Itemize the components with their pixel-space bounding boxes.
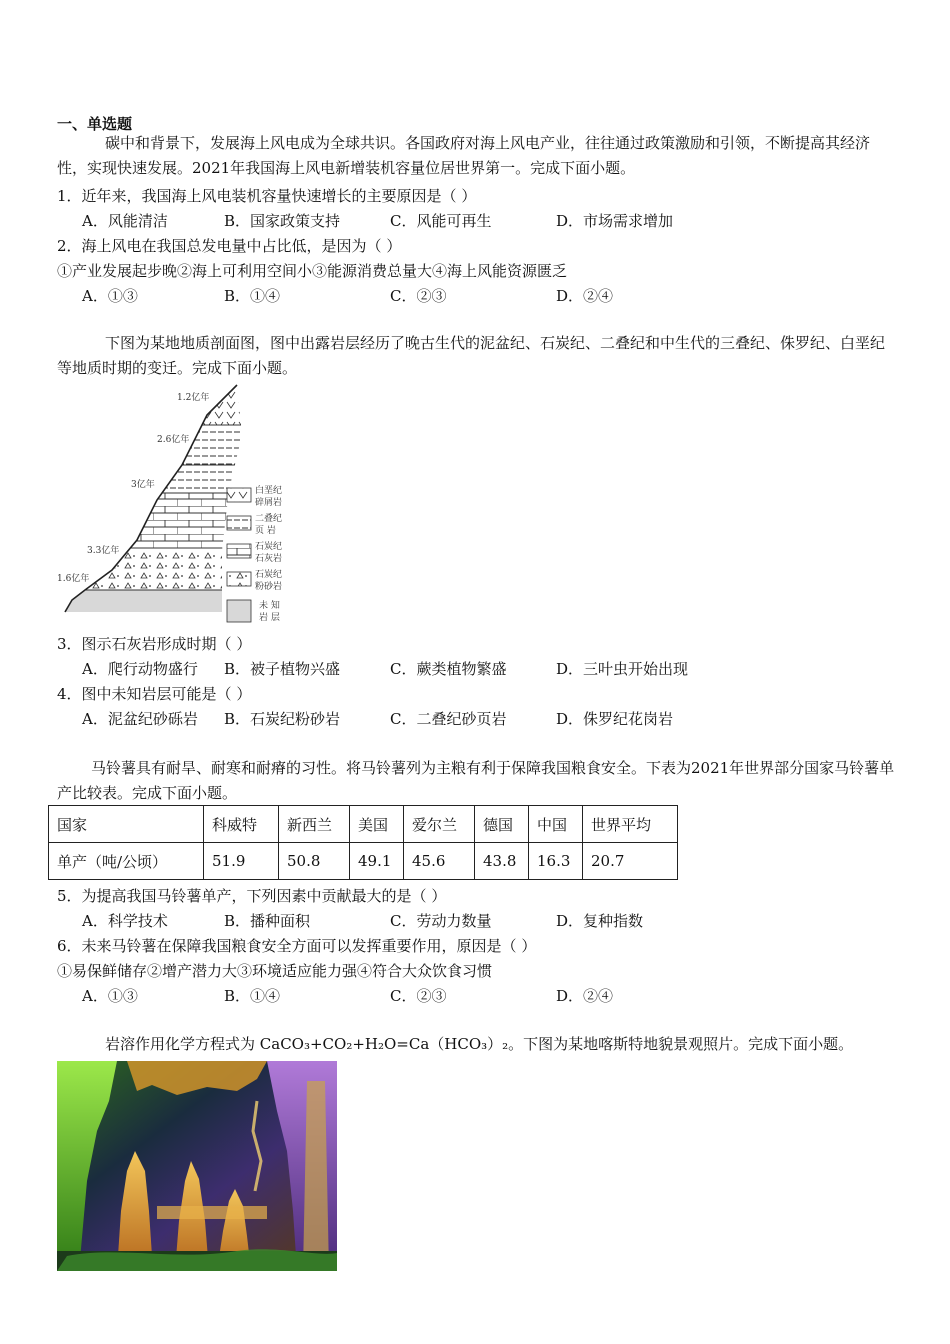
age-label-3: 3亿年 <box>131 480 155 490</box>
q3-option-a[interactable]: A．爬行动物盛行 <box>82 660 198 678</box>
group4-intro: 岩溶作用化学方程式为 CaCO₃+CO₂+H₂O=Ca（HCO₃）₂。下图为某地喀斯特地貌景观照片。完成下面小题。 <box>105 1035 854 1053</box>
table-row <box>49 843 678 880</box>
age-label-5: 1.6亿年 <box>57 574 90 584</box>
legend-5-line1: 未 知 <box>259 601 280 611</box>
q2-option-c[interactable]: C．②③ <box>390 287 447 305</box>
q6-stem: 6．未来马铃薯在保障我国粮食安全方面可以发挥重要作用，原因是（ ） <box>57 937 537 955</box>
table-header-cell: 德国 <box>475 806 529 843</box>
table-header-row <box>49 806 678 843</box>
q4-stem: 4．图中未知岩层可能是（ ） <box>57 685 252 703</box>
q5-option-b[interactable]: B．播种面积 <box>224 912 311 930</box>
q5-option-d[interactable]: D．复种指数 <box>556 912 644 930</box>
legend-5-line2: 岩 层 <box>259 613 280 623</box>
q6-option-b[interactable]: B．①④ <box>224 987 281 1005</box>
legend-1-line1: 白垩纪 <box>255 486 283 496</box>
table-header-cell: 国家 <box>49 806 204 843</box>
age-label-1: 1.2亿年 <box>177 393 210 403</box>
table-header-cell: 美国 <box>350 806 404 843</box>
table-cell: 50.8 <box>279 843 350 880</box>
group1-intro: 碳中和背景下，发展海上风电成为全球共识。各国政府对海上风电产业，往往通过政策激励和引领，不断提高其经济性，实现快速发展。2021年我国海上风电新增装机容量位居世界第一。完成下面小题。 <box>57 134 871 177</box>
karst-cave-photo <box>57 1061 337 1271</box>
q6-option-d[interactable]: D．②④ <box>556 987 614 1005</box>
legend-3-line1: 石炭纪 <box>255 542 283 552</box>
q6-items: ①易保鲜储存②增产潜力大③环境适应能力强④符合大众饮食习惯 <box>57 962 493 980</box>
group3-intro: 马铃薯具有耐旱、耐寒和耐瘠的习性。将马铃薯列为主粮有利于保障我国粮食安全。下表为2021年世界部分国家马铃薯单产比较表。完成下面小题。 <box>57 759 895 802</box>
table-cell: 51.9 <box>204 843 279 880</box>
q5-option-a[interactable]: A．科学技术 <box>82 912 168 930</box>
section-title: 一、单选题 <box>57 115 133 133</box>
q2-option-d[interactable]: D．②④ <box>556 287 614 305</box>
q4-option-c[interactable]: C．二叠纪砂页岩 <box>390 710 507 728</box>
legend-4-line1: 石炭纪 <box>255 570 283 580</box>
table-header-cell: 中国 <box>529 806 583 843</box>
q3-option-c[interactable]: C．蕨类植物繁盛 <box>390 660 507 678</box>
legend-2-line1: 二叠纪 <box>255 514 283 524</box>
table-header-cell: 新西兰 <box>279 806 350 843</box>
q4-option-b[interactable]: B．石炭纪粉砂岩 <box>224 710 341 728</box>
q6-option-c[interactable]: C．②③ <box>390 987 447 1005</box>
legend-4-line2: 粉砂岩 <box>255 582 283 592</box>
table-cell: 43.8 <box>475 843 529 880</box>
table-cell: 45.6 <box>404 843 475 880</box>
q4-option-d[interactable]: D．侏罗纪花岗岩 <box>556 710 674 728</box>
q1-option-b[interactable]: B．国家政策支持 <box>224 212 341 230</box>
q1-stem: 1．近年来，我国海上风电装机容量快速增长的主要原因是（ ） <box>57 187 477 205</box>
q1-option-a[interactable]: A．风能清洁 <box>82 212 168 230</box>
age-label-4: 3.3亿年 <box>87 546 120 556</box>
table-cell: 16.3 <box>529 843 583 880</box>
table-header-cell: 科威特 <box>204 806 279 843</box>
q1-option-c[interactable]: C．风能可再生 <box>390 212 492 230</box>
q4-option-a[interactable]: A．泥盆纪砂砾岩 <box>82 710 198 728</box>
q2-option-b[interactable]: B．①④ <box>224 287 281 305</box>
q3-option-b[interactable]: B．被子植物兴盛 <box>224 660 341 678</box>
table-cell: 49.1 <box>350 843 404 880</box>
q3-stem: 3．图示石灰岩形成时期（ ） <box>57 635 252 653</box>
table-cell: 单产（吨/公顷） <box>49 843 204 880</box>
table-header-cell: 爱尔兰 <box>404 806 475 843</box>
q5-option-c[interactable]: C．劳动力数量 <box>390 912 492 930</box>
group2-intro: 下图为某地地质剖面图，图中出露岩层经历了晚古生代的泥盆纪、石炭纪、二叠纪和中生代的三叠纪、侏罗纪、白垩纪等地质时期的变迁。完成下面小题。 <box>57 334 886 377</box>
q6-option-a[interactable]: A．①③ <box>82 987 138 1005</box>
q1-option-d[interactable]: D．市场需求增加 <box>556 212 674 230</box>
table-cell: 20.7 <box>583 843 678 880</box>
legend-3-line2: 石灰岩 <box>255 554 283 564</box>
legend-1-line2: 碎屑岩 <box>255 498 283 508</box>
potato-yield-table <box>48 805 678 880</box>
q2-stem: 2．海上风电在我国总发电量中占比低，是因为（ ） <box>57 237 402 255</box>
table-header-cell: 世界平均 <box>583 806 678 843</box>
q3-option-d[interactable]: D．三叶虫开始出现 <box>556 660 689 678</box>
q2-items: ①产业发展起步晚②海上可利用空间小③能源消费总量大④海上风能资源匮乏 <box>57 262 568 280</box>
geologic-profile-diagram <box>57 380 307 630</box>
q5-stem: 5．为提高我国马铃薯单产，下列因素中贡献最大的是（ ） <box>57 887 447 905</box>
legend-2-line2: 页 岩 <box>255 526 276 536</box>
age-label-2: 2.6亿年 <box>157 435 190 445</box>
q2-option-a[interactable]: A．①③ <box>82 287 138 305</box>
